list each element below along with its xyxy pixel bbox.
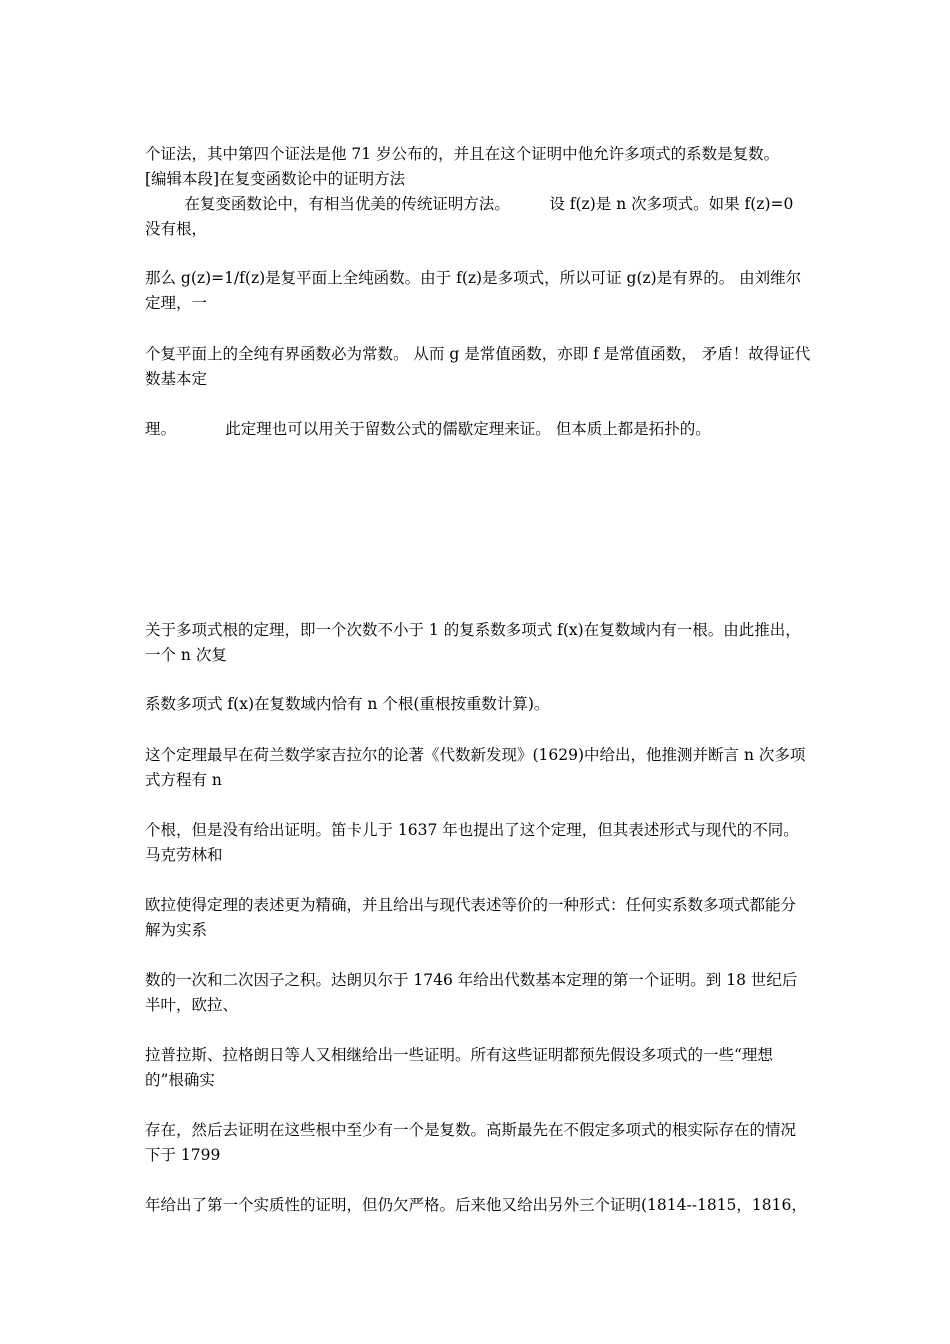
paragraph-13: 存在，然后去证明在这些根中至少有一个是复数。高斯最先在不假定多项式的根实际存在的情况下于 1799 bbox=[145, 1121, 797, 1164]
section-heading: [编辑本段]在复变函数论中的证明方法 bbox=[145, 170, 406, 188]
paragraph-6: 关于多项式根的定理，即一个次数不小于 1 的复系数多项式 f(x)在复数域内有一根。由此推出，一个 n 次复 bbox=[145, 621, 801, 664]
paragraph-9: 个根，但是没有给出证明。笛卡儿于 1637 年也提出了这个定理，但其表述形式与现代的不同。马克劳林和 bbox=[145, 821, 799, 864]
paragraph-5: 理。 此定理也可以用关于留数公式的儒歇定理来证。 但本质上都是拓扑的。 bbox=[145, 420, 711, 438]
paragraph-11: 数的一次和二次因子之积。达朗贝尔于 1746 年给出代数基本定理的第一个证明。到 18 世纪后半叶，欧拉、 bbox=[145, 971, 798, 1014]
paragraph-7: 系数多项式 f(x)在复数域内恰有 n 个根(重根按重数计算)。 bbox=[145, 695, 550, 713]
paragraph-1: 个证法，其中第四个证法是他 71 岁公布的，并且在这个证明中他允许多项式的系数是复数。 bbox=[145, 145, 780, 163]
paragraph-12: 拉普拉斯、拉格朗日等人又相继给出一些证明。所有这些证明都预先假设多项式的一些“理想的”根确实 bbox=[145, 1046, 773, 1089]
paragraph-4: 个复平面上的全纯有界函数必为常数。 从而 g 是常值函数，亦即 f 是常值函数， 矛盾！故得证代数基本定 bbox=[145, 345, 811, 388]
paragraph-2: 在复变函数论中，有相当优美的传统证明方法。 设 f(z)是 n 次多项式。如果 f(z)=0 没有根， bbox=[145, 195, 799, 238]
paragraph-14: 年给出了第一个实质性的证明，但仍欠严格。后来他又给出另外三个证明(1814--1815，1816， bbox=[145, 1196, 807, 1214]
paragraph-3: 那么 g(z)=1/f(z)是复平面上全纯函数。由于 f(z)是多项式，所以可证 g(z)是有界的。 由刘维尔定理，一 bbox=[145, 269, 802, 312]
paragraph-8: 这个定理最早在荷兰数学家吉拉尔的论著《代数新发现》(1629)中给出，他推测并断言 n 次多项式方程有 n bbox=[145, 746, 806, 789]
paragraph-10: 欧拉使得定理的表述更为精确，并且给出与现代表述等价的一种形式：任何实系数多项式都能分解为实系 bbox=[145, 896, 797, 939]
